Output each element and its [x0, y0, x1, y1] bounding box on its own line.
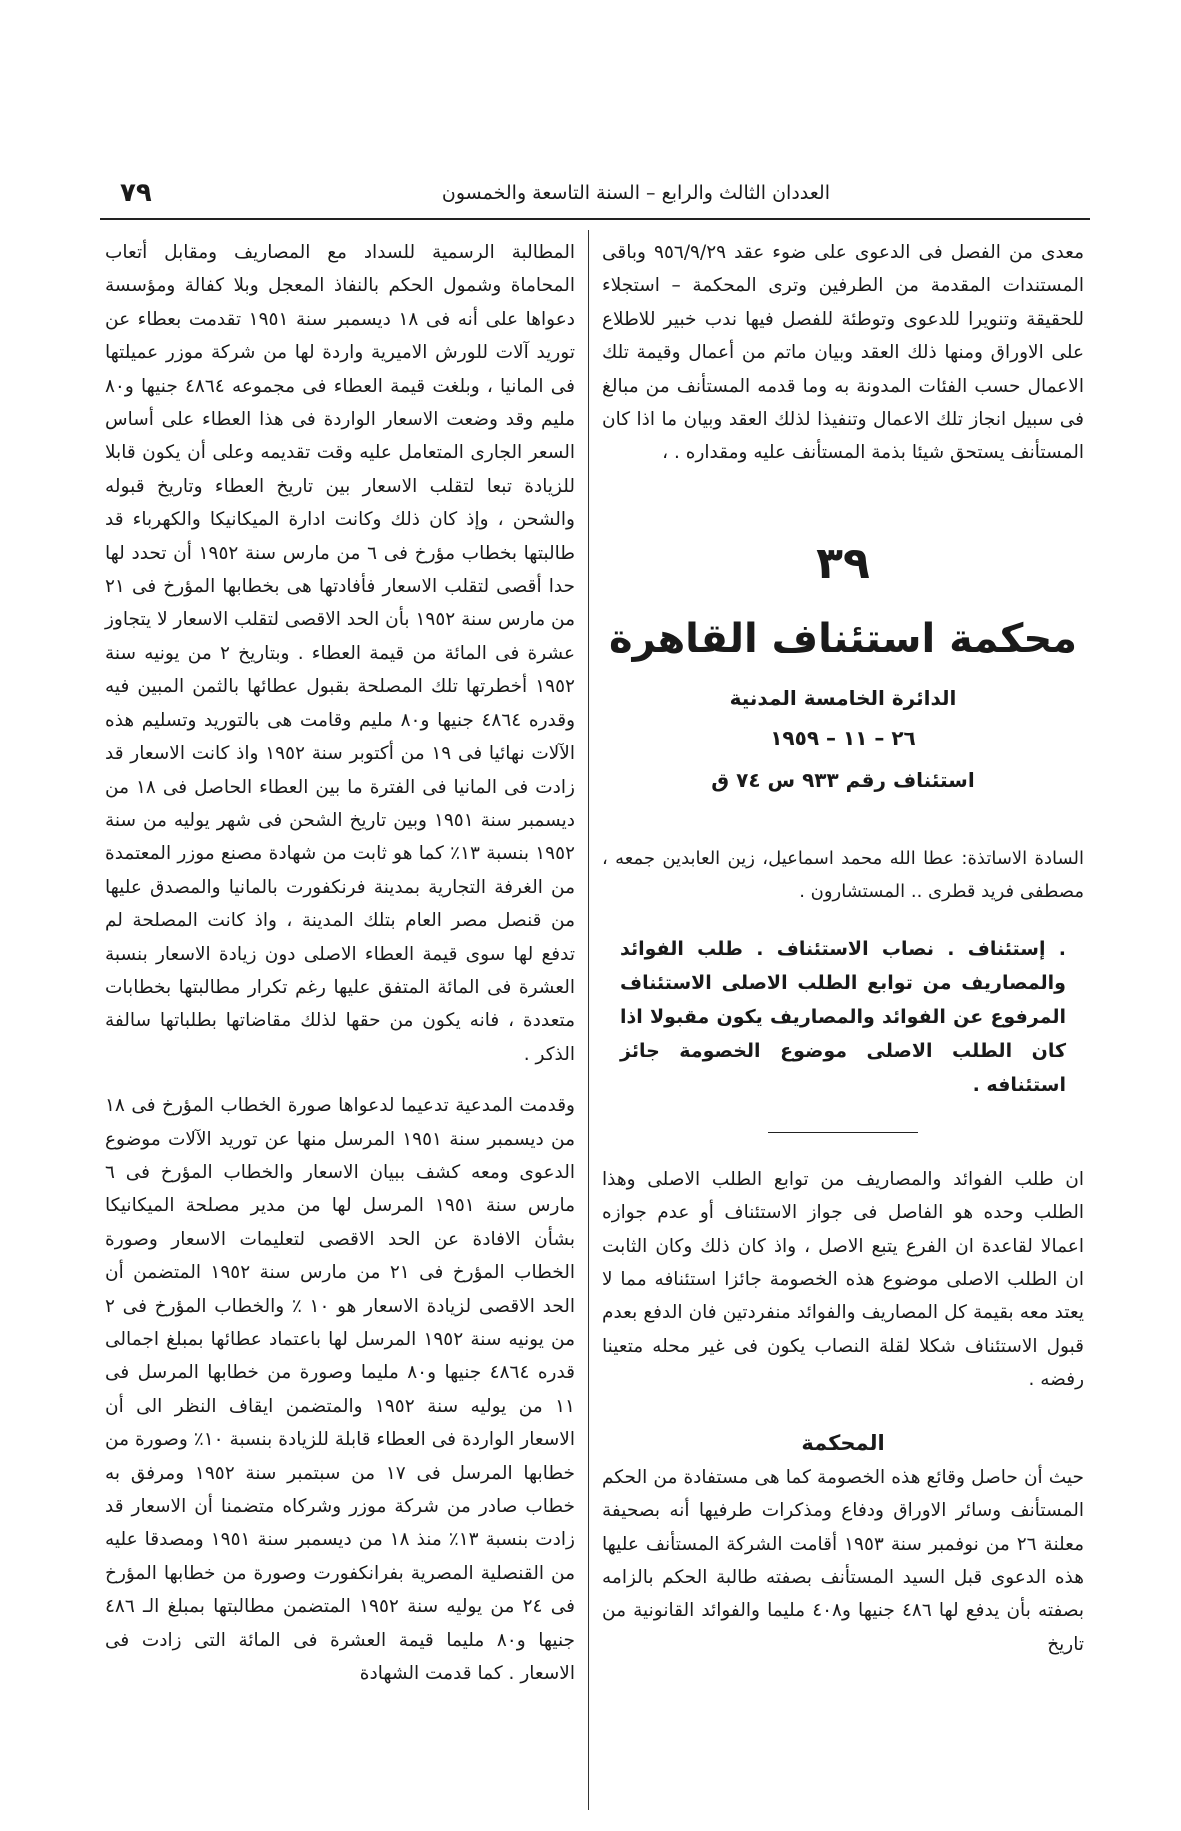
appeal-number: استئناف رقم ٩٣٣ س ٧٤ ق: [711, 767, 975, 792]
running-header: [100, 178, 1090, 220]
left-para-2: وقدمت المدعية تدعيما لدعواها صورة الخطاب المؤرخ فى ١٨ من ديسمبر سنة ١٩٥١ المرسل منها عن توريد الآلات موضوع الدعوى ومعه كشف ببيان الاسعار والخطاب المؤرخ فى ٦ مارس سنة ١٩٥١ المرسل لها من مدير مصلحة الميكانيكا بشأن الافادة عن الحد الاقصى لتعليمات الاسعار وصورة الخطاب المؤرخ فى ٢١ من مارس سنة ١٩٥٢ المتضمن أن الحد الاقصى لزيادة الاسعار هو ١٠ ٪ والخطاب المؤرخ فى ٢ من يونيه سنة ١٩٥٢ المرسل لها باعتماد عطائها بمبلغ اجمالى قدره ٤٨٦٤ جنيها و٨٠ مليما وصورة من خطابها المرسل فى ١١ من يوليه سنة ١٩٥٢ والمتضمن ايقاف النظر الى أن الاسعار الواردة فى العطاء قابلة للزيادة بنسبة ١٠٪ وصورة من خطابها المرسل فى ١٧ من سبتمبر سنة ١٩٥٢ ومرفق به خطاب صادر من شركة موزر وشركاه متضمنا أن الاسعار قد زادت بنسبة ١٣٪ منذ ١٨ من ديسمبر سنة ١٩٥١ ومصدقا عليه من القنصلية المصرية بفرانكفورت وصورة من خطابها المؤرخ فى ٢٤ من يوليه سنة ١٩٥٢ المتضمن مطالبتها بمبلغ الـ ٤٨٦ جنيها و٨٠ مليما قيمة العشرة فى المائة التى زادت فى الاسعار . كما قدمت الشهادة: [105, 1095, 576, 1685]
court-circuit: الدائرة الخامسة المدنية: [729, 685, 957, 710]
case-number: ٣٩: [816, 537, 870, 589]
right-column: [602, 236, 1084, 1661]
ruling-text: حيث أن حاصل وقائع هذه الخصومة كما هى مستفادة من الحكم المستأنف وسائر الاوراق ودفاع ومذكرات طرفيها أنه بصحيفة معلنة ٢٦ من نوفمبر سنة ١٩٥٣ أقامت الشركة المستأنف عليها هذه الدعوى قبل السيد المستأنف بصفته طالبة الحكم بالزامه بصفته بأن يدفع لها ٤٨٦ جنيها و٤٠٨ مليما والفوائد القانونية من تاريخ: [602, 1466, 1085, 1655]
case-date: ٢٦ – ١١ – ١٩٥٩: [770, 725, 916, 750]
section-rule: [768, 1132, 918, 1133]
left-para-1: المطالبة الرسمية للسداد مع المصاريف ومقابل أتعاب المحاماة وشمول الحكم بالنفاذ المعجل وبلا كفالة ومؤسسة دعواها على أنه فى ١٨ ديسمبر سنة ١٩٥١ تقدمت بعطاء عن توريد آلات للورش الاميرية واردة لها من شركة موزر عميلتها فى المانيا ، وبلغت قيمة العطاء فى مجموعه ٤٨٦٤ جنيها و٨٠ مليم وقد وضعت الاسعار الواردة فى هذا العطاء على أساس السعر الجارى المتعامل عليه وقت تقديمه وعلى أن يكون قابلا للزيادة تبعا لتقلب الاسعار بين تاريخ العطاء وتاريخ قبوله والشحن ، وإذ كان ذلك وكانت ادارة الميكانيكا والكهرباء قد طالبتها بخطاب مؤرخ فى ٦ من مارس سنة ١٩٥٢ أن تحدد لها حدا أقصى لتقلب الاسعار فأفادتها هى بخطابها المؤرخ فى ٢١ من مارس سنة ١٩٥٢ بأن الحد الاقصى لتقلب الاسعار لا يتجاوز عشرة فى المائة من قيمة العطاء . وبتاريخ ٢ من يونيه سنة ١٩٥٢ أخطرتها تلك المصلحة بقبول عطائها بالثمن المبين فيه وقدره ٤٨٦٤ جنيها و٨٠ مليم وقامت هى بالتوريد وتسليم هذه الآلات نهائيا فى ١٩ من أكتوبر سنة ١٩٥٢ واذ كانت الاسعار قد زادت فى المانيا فى الفترة ما بين العطاء الحاصل فى ١٨ من ديسمبر سنة ١٩٥١ وبين تاريخ الشحن فى شهر يوليه من سنة ١٩٥٢ بنسبة ١٣٪ كما هو ثابت من شهادة مصنع موزر المعتمدة من الغرفة التجارية بمدينة فرنكفورت بالمانيا والمصدق عليها من قنصل مصر العام بتلك المدينة ، واذ كانت المصلحة لم تدفع لها سوى قيمة العطاء الاصلى دون زيادة الاسعار بنسبة العشرة فى المائة المتفق عليها رغم تكرار مطالبتها بخطابات متعددة ، فانه يكون من حقها لذلك مقاضاتها بطلباتها سالفة الذكر .: [105, 242, 576, 1065]
legal-summary: ان طلب الفوائد والمصاريف من توابع الطلب الاصلى وهذا الطلب وحده هو الفاصل فى جواز الاستئناف أو عدم جوازه اعمالا لقاعدة ان الفرع يتبع الاصل ، واذ كان ذلك وكان الثابت ان الطلب الاصلى موضوع هذه الخصومة جائزا استئنافه مما لا يعتد معه بقيمة كل المصاريف والفوائد منفردتين فان الدفع بعدم قبول الاستئناف شكلا لقلة النصاب يكون فى غير محله متعينا رفضه .: [602, 1168, 1084, 1391]
right-para-1: معدى من الفصل فى الدعوى على ضوء عقد ٩٥٦/٩/٢٩ وباقى المستندات المقدمة من الطرفين وترى المحكمة – استجلاء للحقيقة وتنويرا للدعوى وتوطئة للفصل فيها ندب خبير للاطلاع على الاوراق ومنها ذلك العقد وبيان ماتم من أعمال وقيمة تلك الاعمال حسب الفئات المدونة به وما قدمه المستأنف من مبالغ فى سبيل انجاز تلك الاعمال وتنفيذا لذلك العقد وبيان ما اذا كان المستأنف يستحق شيئا بذمة المستأنف عليه ومقداره . ،: [602, 242, 1084, 464]
column-divider: [588, 230, 589, 1810]
page-number: ٧٩: [120, 178, 152, 208]
judges-list: السادة الاساتذة: عطا الله محمد اسماعيل، زين العابدين جمعه ، مصطفى فريد قطرى .. المستشارون .: [602, 847, 1084, 902]
running-title: العددان الثالث والرابع – السنة التاسعة والخمسون: [441, 182, 830, 204]
left-column: [105, 236, 575, 1690]
section-title-court: المحكمة: [801, 1430, 885, 1455]
headnote: . إستئناف . نصاب الاستئناف . طلب الفوائد والمصاريف من توابع الطلب الاصلى الاستئناف المرفوع عن الفوائد والمصاريف يكون مقبولا اذا كان الطلب الاصلى موضوع الخصومة جائز استئنافه .: [620, 937, 1066, 1096]
court-name: محكمة استئناف القاهرة: [608, 615, 1078, 662]
